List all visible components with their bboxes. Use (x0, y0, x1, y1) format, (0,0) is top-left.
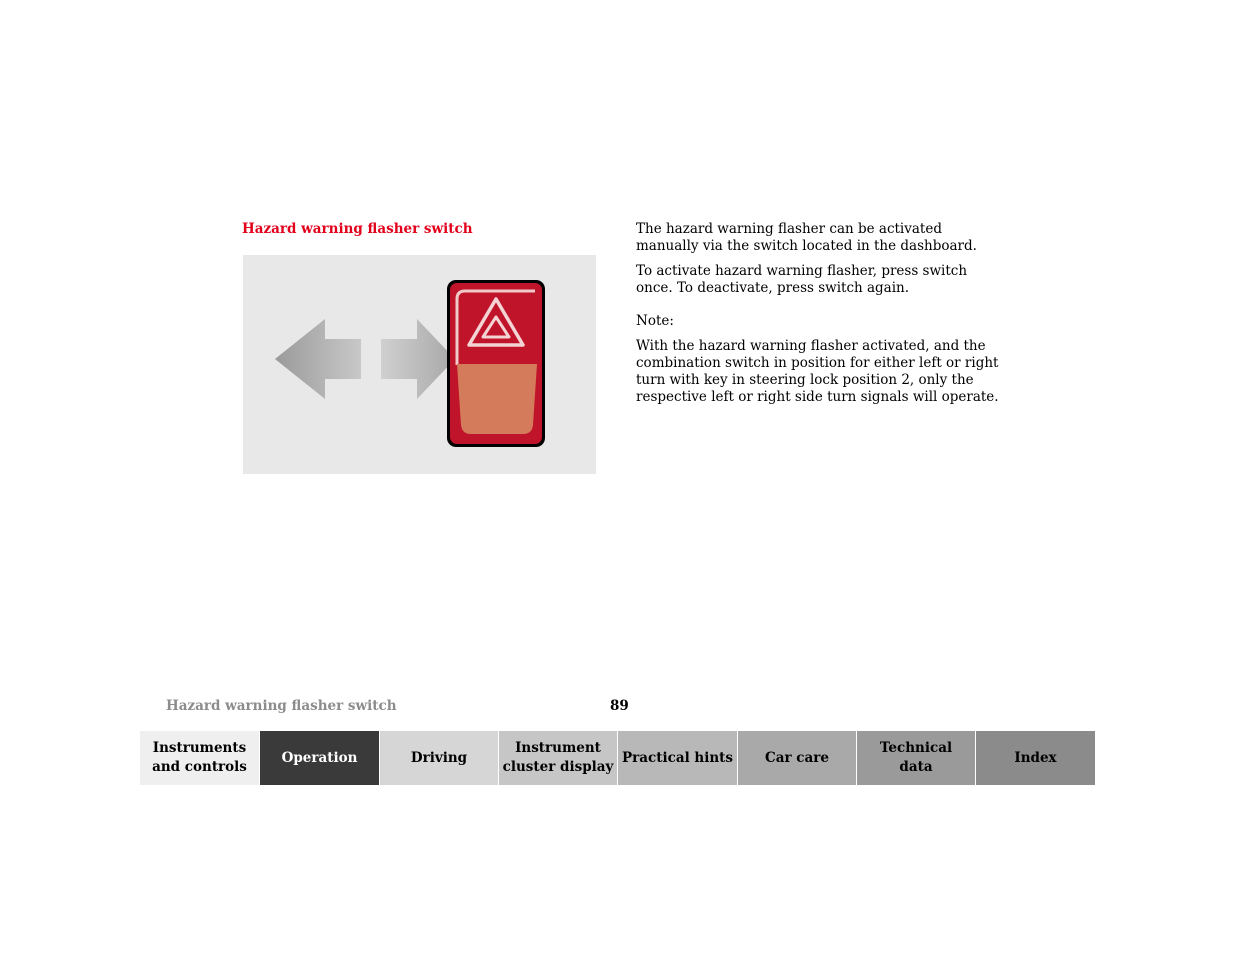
footer-title: Hazard warning flasher switch (166, 698, 397, 714)
nav-tab-technical-data[interactable]: Technical data (857, 731, 976, 785)
page-number: 89 (610, 698, 629, 714)
paragraph-instructions: To activate hazard warning flasher, press switch once. To deactivate, press switch again. (636, 263, 968, 296)
note-text: With the hazard warning flasher activated, and the combination switch in position for either left or right turn with key in steering lock position 2, only the respective left or right side turn signals will operate. (636, 338, 999, 405)
section-title: Hazard warning flasher switch (242, 221, 473, 237)
nav-tab-driving[interactable]: Driving (380, 731, 499, 785)
nav-tab-instruments-and-controls[interactable]: Instruments and controls (140, 731, 260, 785)
nav-tab-index[interactable]: Index (976, 731, 1095, 785)
body-text (636, 221, 1001, 414)
chapter-nav-bar (140, 731, 1095, 785)
note-label: Note: (636, 313, 674, 329)
nav-tab-operation[interactable]: Operation (260, 731, 380, 785)
illustration-svg (243, 255, 596, 474)
arrow-right-icon (381, 319, 455, 399)
hazard-switch-illustration (243, 255, 596, 474)
nav-tab-instrument-cluster-display[interactable]: Instrument cluster display (499, 731, 618, 785)
paragraph-activation: The hazard warning flasher can be activated manually via the switch located in the dashboard. (636, 221, 977, 254)
nav-tab-practical-hints[interactable]: Practical hints (618, 731, 738, 785)
nav-tab-car-care[interactable]: Car care (738, 731, 857, 785)
arrow-left-icon (275, 319, 361, 399)
hazard-switch (447, 280, 545, 447)
